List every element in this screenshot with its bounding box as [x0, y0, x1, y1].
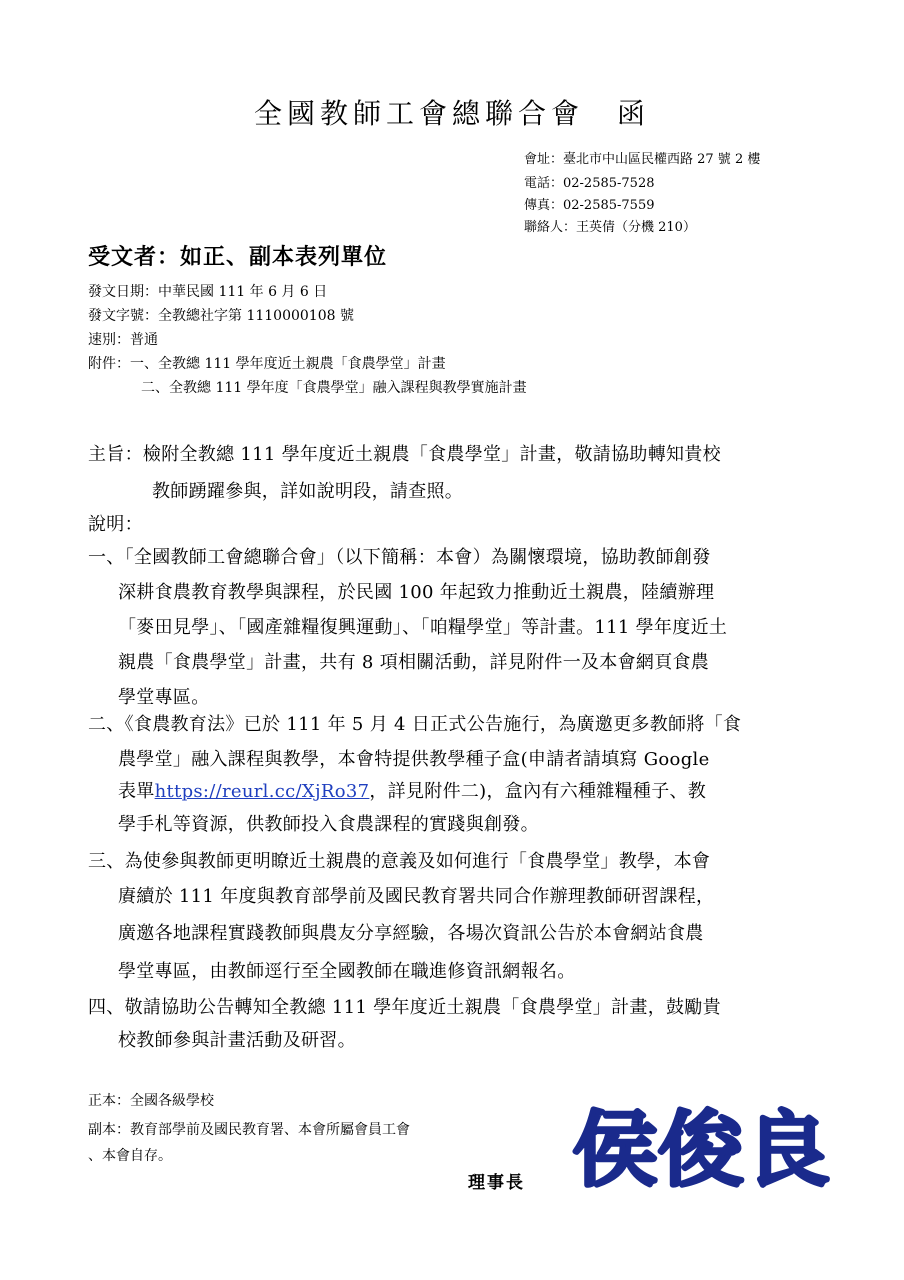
document-number: 發文字號：全教總社字第 1110000108 號 [88, 308, 354, 324]
item-4-line-2: 校教師參與計畫活動及研習。 [118, 1030, 356, 1051]
item-1-line-1: 一、「全國教師工會總聯合會」（以下簡稱：本會）為關懷環境，協助教師創發 [88, 547, 711, 568]
item-3-line-4: 學堂專區，由教師逕行至全國教師在職進修資訊網報名。 [118, 961, 576, 982]
item-1-line-2: 深耕食農教育教學與課程，於民國 100 年起致力推動近土親農，陸續辦理 [118, 582, 715, 603]
recipient-line: 受文者：如正、副本表列單位 [88, 244, 388, 270]
delivery-speed: 速別：普通 [88, 332, 158, 348]
item-2-line-2: 農學堂」融入課程與教學，本會特提供教學種子盒(申請者請填寫 Google [118, 749, 710, 770]
item-2-line-1: 二、《食農教育法》已於 111 年 5 月 4 日正式公告施行，為廣邀更多教師將「食 [88, 714, 742, 735]
signature-name: 侯俊良 [572, 1102, 830, 1192]
item-1-line-3: 「麥田見學」、「國產雜糧復興運動」、「咱糧學堂」等計畫。111 學年度近土 [118, 617, 728, 638]
google-form-link[interactable]: https://reurl.cc/XjRo37 [154, 781, 370, 802]
fax-line: 傳真：02-2585-7559 [524, 198, 655, 213]
item-1-line-4: 親農「食農學堂」計畫，共有 8 項相關活動，詳見附件一及本會網頁食農 [118, 652, 710, 673]
document-title: 全國教師工會總聯合會 函 [253, 97, 650, 130]
item-2-line-4: 學手札等資源，供教師投入食農課程的實踐與創發。 [118, 814, 539, 835]
explanation-label: 說明： [88, 514, 143, 535]
item-3-line-3: 廣邀各地課程實踐教師與農友分享經驗，各場次資訊公告於本會網站食農 [118, 923, 704, 944]
item-2-line-3-suffix: ，詳見附件二)，盒內有六種雜糧種子、教 [369, 781, 707, 802]
chairman-label: 理事長 [468, 1173, 525, 1193]
item-1-line-5: 學堂專區。 [118, 687, 210, 708]
original-recipients: 正本：全國各級學校 [88, 1093, 214, 1109]
contact-person-line: 聯絡人：王英倩（分機 210） [524, 220, 696, 235]
item-3-line-1: 三、為使參與教師更明瞭近土親農的意義及如何進行「食農學堂」教學，本會 [88, 851, 711, 872]
item-4-line-1: 四、敬請協助公告轉知全教總 111 學年度近土親農「食農學堂」計畫，鼓勵貴 [88, 997, 721, 1018]
item-2-line-3 [118, 777, 706, 803]
attachment-item-2: 二、全教總 111 學年度「食農學堂」融入課程與教學實施計畫 [141, 380, 527, 396]
chairman-signature-stamp [572, 1100, 834, 1192]
copy-recipients-line-1: 副本：教育部學前及國民教育署、本會所屬會員工會 [88, 1122, 410, 1138]
copy-recipients-line-2: 、本會自存。 [88, 1148, 172, 1164]
subject-line-1: 主旨：檢附全教總 111 學年度近土親農「食農學堂」計畫，敬請協助轉知貴校 [88, 444, 721, 465]
attachment-item-1: 附件：一、全教總 111 學年度近土親農「食農學堂」計畫 [88, 356, 446, 372]
address-line: 會址：臺北市中山區民權西路 27 號 2 樓 [524, 152, 761, 167]
phone-line: 電話：02-2585-7528 [524, 176, 655, 191]
item-2-line-3-prefix: 表單 [118, 781, 155, 802]
subject-line-2: 教師踴躍參與，詳如說明段，請查照。 [152, 481, 464, 502]
item-3-line-2: 賡續於 111 年度與教育部學前及國民教育署共同合作辦理教師研習課程， [118, 886, 715, 907]
issue-date: 發文日期：中華民國 111 年 6 月 6 日 [88, 284, 328, 300]
